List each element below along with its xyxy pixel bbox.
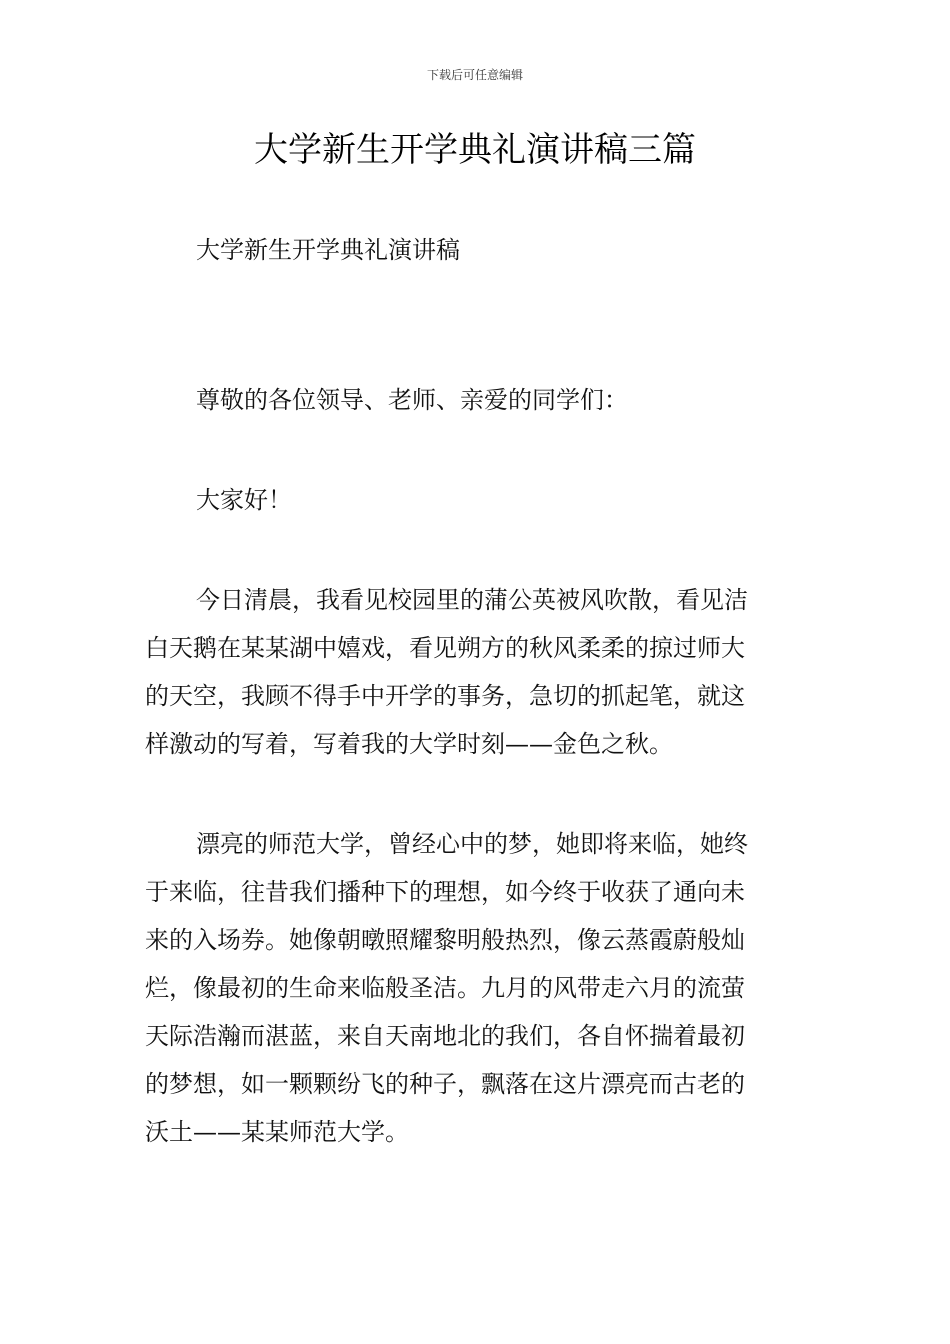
paragraph-line: 的天空，我顾不得手中开学的事务，急切的抓起笔，就这 [145, 682, 745, 710]
paragraph-line: 于来临，往昔我们播种下的理想，如今终于收获了通向未 [145, 878, 745, 906]
paragraph-line: 今日清晨，我看见校园里的蒲公英被风吹散，看见洁 [196, 586, 748, 614]
paragraph-line: 漂亮的师范大学，曾经心中的梦，她即将来临，她终 [196, 830, 748, 858]
paragraph-line: 烂，像最初的生命来临般圣洁。九月的风带走六月的流萤 [145, 974, 745, 1002]
paragraph-line: 天际浩瀚而湛蓝，来自天南地北的我们，各自怀揣着最初 [145, 1022, 745, 1050]
header-note: 下载后可任意编辑 [426, 68, 523, 82]
section-subtitle: 大学新生开学典礼演讲稿 [196, 236, 460, 264]
paragraph-line: 的梦想，如一颗颗纷飞的种子，飘落在这片漂亮而古老的 [145, 1070, 745, 1098]
document-title: 大学新生开学典礼演讲稿三篇 [254, 130, 696, 170]
paragraph-line: 样激动的写着，写着我的大学时刻——金色之秋。 [145, 730, 673, 758]
greeting: 大家好！ [196, 486, 292, 514]
paragraph-line: 沃土——某某师范大学。 [145, 1118, 409, 1146]
paragraph-line: 来的入场券。她像朝暾照耀黎明般热烈，像云蒸霞蔚般灿 [145, 926, 745, 954]
paragraph-line: 白天鹅在某某湖中嬉戏，看见朔方的秋风柔柔的掠过师大 [145, 634, 745, 662]
salutation: 尊敬的各位领导、老师、亲爱的同学们： [196, 386, 628, 414]
